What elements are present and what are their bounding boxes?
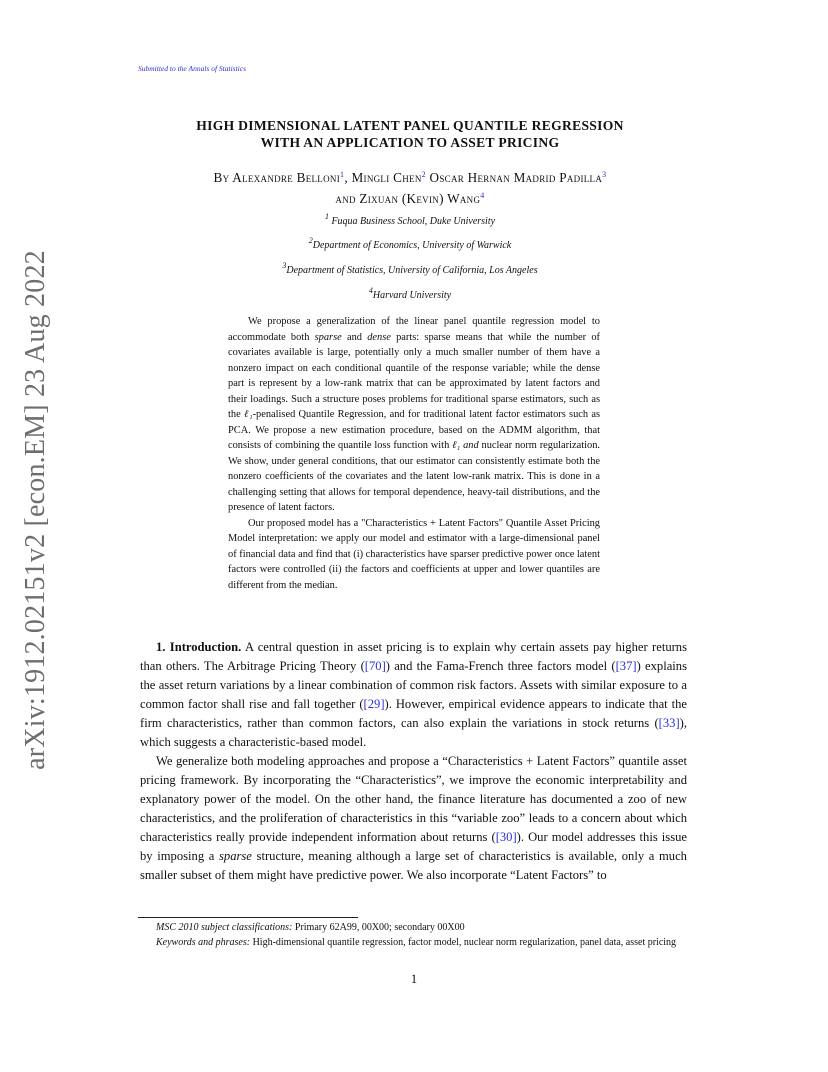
journal-header-note: Submitted to the Annals of Statistics bbox=[138, 64, 246, 73]
affiliation-number: 2 bbox=[308, 236, 313, 245]
body-text: structure, meaning although a large set of characteristics is available, only a much smaller subset of them might have predictive power. We also incorporate “Latent Factors” to bbox=[140, 849, 687, 882]
author-padilla: Oscar Hernan Madrid Padilla bbox=[429, 170, 603, 185]
intro-paragraph-2 bbox=[140, 752, 687, 885]
arxiv-identifier-stamp bbox=[8, 250, 64, 770]
arxiv-identifier-text: arXiv:1912.02151v2 [econ.EM] 23 Aug 2022 bbox=[20, 250, 51, 770]
citation-link[interactable]: [37] bbox=[615, 659, 637, 673]
affiliation-number: 1 bbox=[324, 212, 329, 221]
abstract-text: parts: sparse means that while the number of covariates available is large, potentially only a much smaller number of them have a nonzero impact on each conditional quantile of the response variable; while the dense part is represent by a low-rank matrix that can be approximated by latent factors and their loadings. Such a structure poses problems for traditional sparse estimators, such as the bbox=[228, 331, 600, 420]
paper-title bbox=[140, 117, 680, 151]
citation-link[interactable]: [30] bbox=[495, 830, 517, 844]
affiliation-1 bbox=[180, 212, 640, 227]
citation-link[interactable]: [29] bbox=[363, 697, 385, 711]
author-belloni: Alexandre Belloni bbox=[232, 170, 340, 185]
affiliation-mark-2[interactable]: 2 bbox=[421, 170, 426, 179]
affiliation-text: Harvard University bbox=[372, 290, 452, 301]
title-line-1: HIGH DIMENSIONAL LATENT PANEL QUANTILE REGRESSION bbox=[196, 118, 624, 133]
msc-classification bbox=[138, 921, 687, 936]
author-and: and bbox=[335, 191, 356, 206]
abstract-emphasis: dense bbox=[367, 331, 391, 343]
citation-link[interactable]: [33] bbox=[658, 716, 680, 730]
title-line-2: WITH AN APPLICATION TO ASSET PRICING bbox=[260, 135, 560, 150]
affiliation-text: Department of Economics, University of Warwick bbox=[312, 240, 512, 251]
footnote-divider bbox=[138, 917, 358, 918]
body-text: ). However, empirical evidence appears to indicate that the firm characteristics, rather than common factors, can also explain the variations in stock returns ( bbox=[140, 697, 687, 730]
abstract-paragraph-1 bbox=[228, 314, 600, 516]
math-l1-norm: ℓ₁ bbox=[243, 409, 253, 420]
affiliation-number: 3 bbox=[282, 261, 287, 270]
body-text: ), which suggests a characteristic-based model. bbox=[140, 716, 687, 749]
footnote-text: Primary 62A99, 00X00; secondary 00X00 bbox=[292, 922, 465, 933]
body-text: A central question in asset pricing is to explain why certain assets pay higher returns than others. The Arbitrage Pricing Theory ( bbox=[140, 640, 688, 673]
affiliation-3 bbox=[180, 261, 640, 276]
abstract bbox=[228, 314, 600, 593]
footnotes bbox=[138, 921, 687, 950]
footnote-text: High-dimensional quantile regression, factor model, nuclear norm regularization, panel data, asset pricing bbox=[250, 936, 677, 948]
affiliation-mark-3[interactable]: 3 bbox=[602, 170, 607, 179]
author-wang: Zixuan (Kevin) Wang bbox=[359, 191, 481, 206]
body-emphasis: sparse bbox=[219, 849, 252, 863]
author-prefix: By bbox=[213, 170, 230, 185]
affiliation-4 bbox=[180, 286, 640, 301]
abstract-text: and bbox=[341, 331, 368, 343]
body-text: ). Our model addresses this issue by imposing a bbox=[140, 830, 687, 863]
math-l1-norm: ℓ₁ and bbox=[452, 440, 479, 451]
abstract-text: -penalised Quantile Regression, and for traditional latent factor estimators such as PCA. We propose a new estimation procedure, based on the ADMM algorithm, that consists of combining the quantile loss function with bbox=[228, 409, 600, 451]
author-line-2 bbox=[130, 187, 690, 208]
affiliation-number: 4 bbox=[368, 286, 373, 295]
footnote-label: MSC 2010 subject classifications: bbox=[156, 922, 293, 933]
abstract-emphasis: sparse bbox=[314, 331, 342, 343]
affiliation-2 bbox=[180, 236, 640, 251]
abstract-paragraph-2: Our proposed model has a "Characteristics + Latent Factors" Quantile Asset Pricing Model interpretation: we apply our model and estimator with a large-dimensional panel of financial data and find that (i) characteristics have sparser predictive power once latent factors were controlled (ii) the factors and coefficients at upper and lower quantiles are different from the median. bbox=[228, 517, 600, 591]
abstract-text: nuclear norm regularization. We show, under general conditions, that our estimator can consistently estimate both the nonzero coefficients of the covariates and the latent low-rank matrix. This is done in a challenging setting that allows for temporal dependence, heavy-tail distributions, and the presence of latent factors. bbox=[228, 440, 600, 513]
author-line-1: By Alexandre Belloni$^1$, Mingli Chen$^2$ Oscar Hernan Madrid Padilla$^3$ bbox=[213, 170, 607, 185]
affiliation-text: Department of Statistics, University of California, Los Angeles bbox=[286, 265, 538, 276]
footnote-label: Keywords and phrases: bbox=[156, 936, 251, 948]
affiliation-mark-4[interactable]: 4 bbox=[480, 191, 485, 200]
body-text: ) explains the asset return variations by a linear combination of common risk factors. Assets with similar exposure to a common factor shall rise and fall together ( bbox=[140, 659, 687, 711]
author-list bbox=[130, 166, 690, 208]
author-chen: Mingli Chen bbox=[351, 170, 422, 185]
page-number: 1 bbox=[410, 972, 418, 986]
affiliation-mark-1[interactable]: 1 bbox=[340, 170, 345, 179]
affiliation-text: Fuqua Business School, Duke University bbox=[331, 216, 496, 227]
section-heading: 1. Introduction. bbox=[156, 640, 242, 654]
abstract-text: We propose a generalization of the linear panel quantile regression model to accommodate both bbox=[228, 316, 600, 343]
intro-paragraph-1 bbox=[140, 638, 687, 752]
citation-link[interactable]: [70] bbox=[364, 659, 386, 673]
body-text: We generalize both modeling approaches and propose a “Characteristics + Latent Factors” quantile asset pricing framework. By incorporating the “Characteristics”, we improve the economic interpretability and explanatory power of the model. On the other hand, the finance literature has documented a zoo of new characteristics, and the proliferation of characteristics in this “variable zoo” leads to a concern about which characteristics really provide independent information about returns ( bbox=[140, 754, 687, 844]
keywords bbox=[138, 936, 687, 951]
body-text: ) and the Fama-French three factors model ( bbox=[385, 659, 616, 673]
introduction-section bbox=[140, 638, 687, 885]
